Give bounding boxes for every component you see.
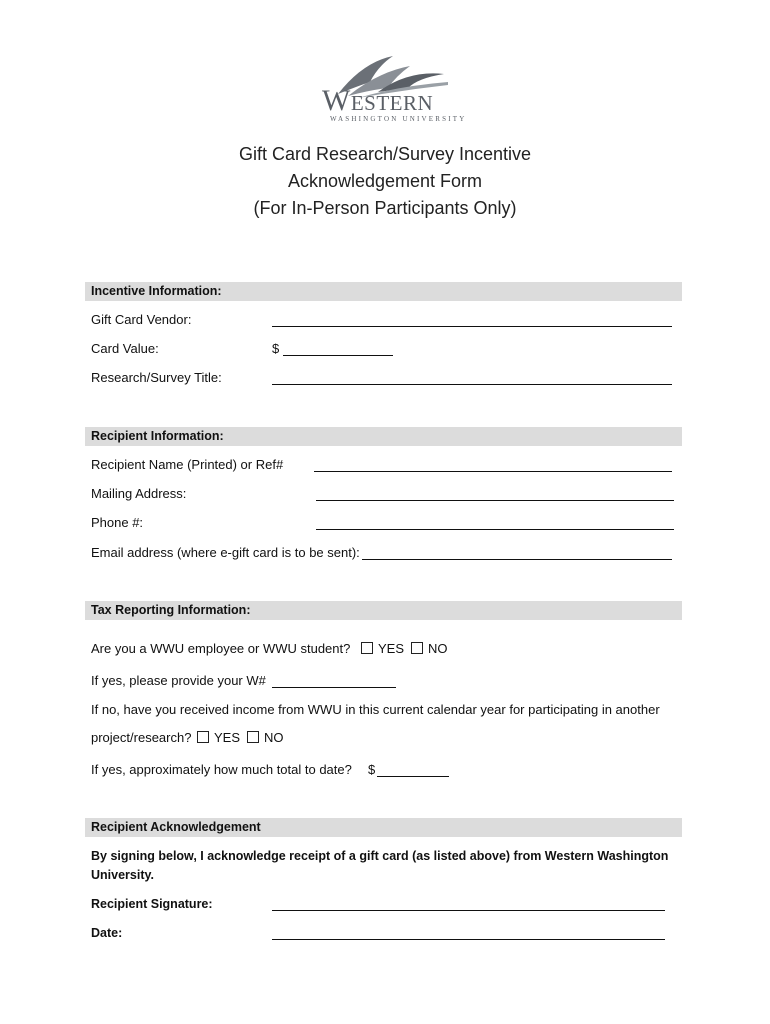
income-yes-option[interactable]	[197, 730, 240, 745]
ack-header-label: Recipient Acknowledgement	[91, 820, 261, 834]
ack-statement-line1: By signing below, I acknowledge receipt of a gift card (as listed above) from Western Washington	[91, 849, 669, 863]
recipient-section-header	[85, 427, 682, 446]
email-label: Email address (where e-gift card is to be sent):	[91, 545, 360, 560]
ack-statement-line2: University.	[91, 868, 154, 882]
form-title-line2: Acknowledgement Form	[287, 171, 483, 191]
incentive-section-header	[85, 282, 682, 301]
total-to-date-field[interactable]	[377, 776, 449, 777]
card-value-label: Card Value:	[91, 341, 159, 356]
income-question-line2: project/research?	[91, 730, 192, 745]
form-title-line3: (For In-Person Participants Only)	[253, 198, 517, 218]
mailing-address-label: Mailing Address:	[91, 486, 187, 501]
total-to-date-label: If yes, approximately how much total to date?	[91, 762, 352, 777]
date-label: Date:	[91, 926, 123, 940]
logo-subtitle: WASHINGTON UNIVERSITY	[330, 115, 467, 123]
w-number-field[interactable]	[272, 687, 396, 688]
gift-card-vendor-field[interactable]	[272, 326, 672, 327]
ack-section-header	[85, 818, 682, 837]
recipient-name-label: Recipient Name (Printed) or Ref#	[91, 457, 284, 472]
card-value-field[interactable]	[283, 355, 393, 356]
survey-title-field[interactable]	[272, 384, 672, 385]
logo-wordmark: Western	[322, 84, 434, 117]
phone-label: Phone #:	[91, 515, 144, 530]
email-field[interactable]	[362, 559, 672, 560]
phone-field[interactable]	[316, 529, 674, 530]
income-yes-label: YES	[214, 730, 241, 745]
total-to-date-prefix: $	[368, 762, 376, 777]
employee-no-option[interactable]	[411, 641, 448, 656]
date-field[interactable]	[272, 939, 665, 940]
survey-title-label: Research/Survey Title:	[91, 370, 222, 385]
recipient-name-field[interactable]	[314, 471, 672, 472]
w-number-label: If yes, please provide your W#	[91, 673, 266, 688]
signature-field[interactable]	[272, 910, 665, 911]
income-question-line1: If no, have you received income from WWU in this current calendar year for participating in another	[91, 702, 660, 717]
employee-no-label: NO	[428, 641, 448, 656]
card-value-prefix: $	[272, 341, 280, 356]
checkbox-icon[interactable]	[411, 642, 423, 654]
form-title-line1: Gift Card Research/Survey Incentive	[238, 144, 532, 164]
recipient-header-label: Recipient Information:	[91, 429, 224, 443]
tax-section-header	[85, 601, 682, 620]
employee-yes-option[interactable]	[361, 641, 404, 656]
employee-question: Are you a WWU employee or WWU student?	[91, 641, 351, 656]
incentive-header-label: Incentive Information:	[91, 284, 222, 298]
income-no-label: NO	[264, 730, 284, 745]
signature-label: Recipient Signature:	[91, 897, 213, 911]
checkbox-icon[interactable]	[361, 642, 373, 654]
checkbox-icon[interactable]	[197, 731, 209, 743]
tax-header-label: Tax Reporting Information:	[91, 603, 251, 617]
income-no-option[interactable]	[247, 730, 284, 745]
employee-yes-label: YES	[378, 641, 405, 656]
mailing-address-field[interactable]	[316, 500, 674, 501]
checkbox-icon[interactable]	[247, 731, 259, 743]
gift-card-vendor-label: Gift Card Vendor:	[91, 312, 192, 327]
